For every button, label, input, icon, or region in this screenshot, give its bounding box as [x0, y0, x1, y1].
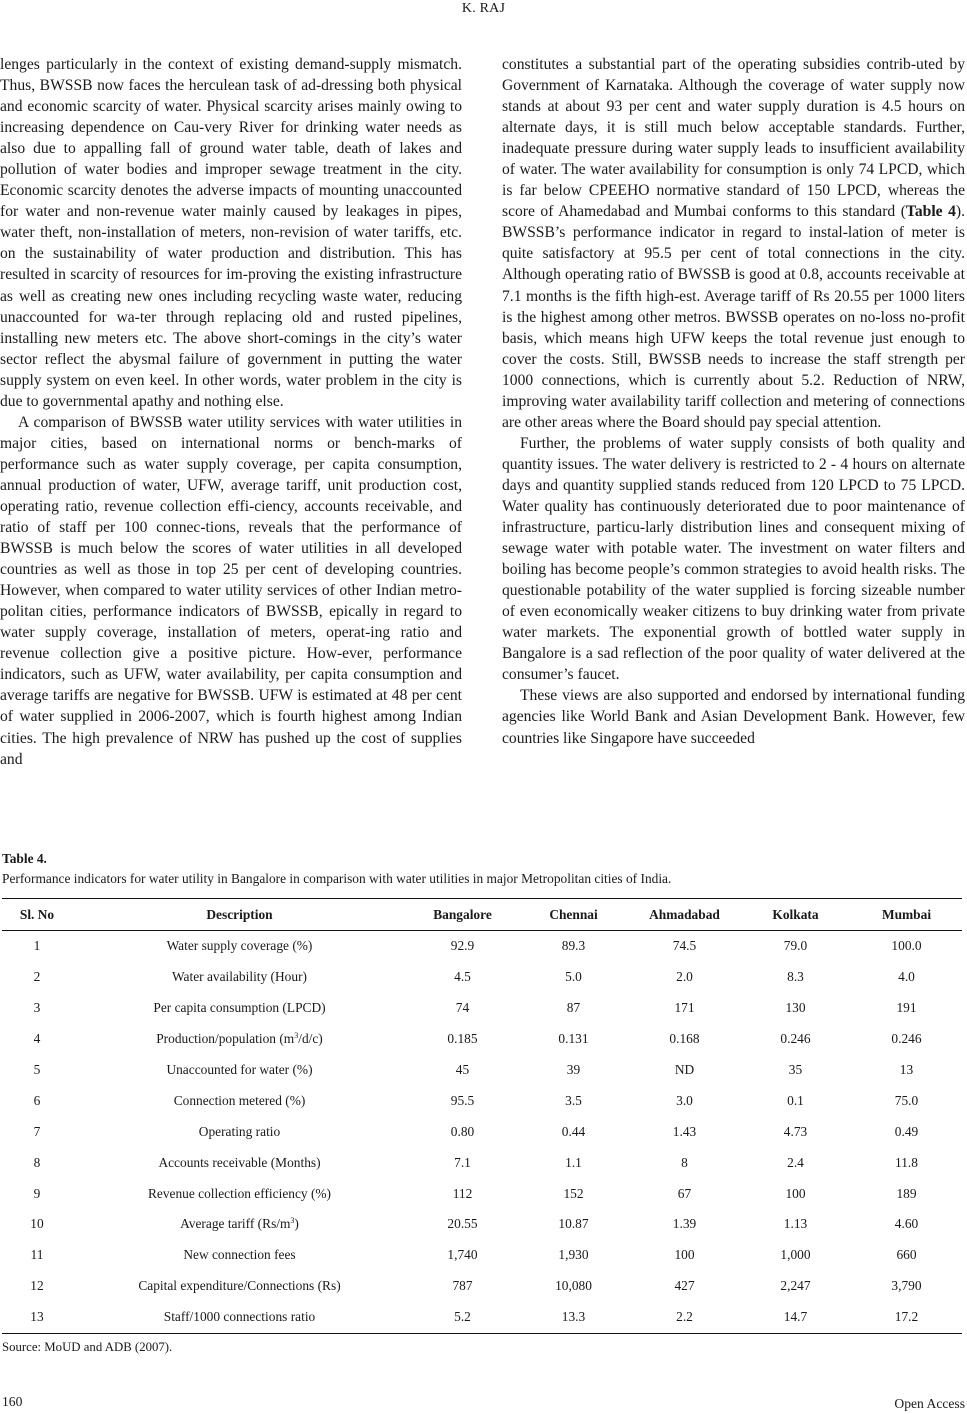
cell-ahmadabad: 2.0 [676, 969, 693, 985]
cell-chennai: 10.87 [558, 1216, 589, 1232]
cell-kolkata: 35 [788, 1062, 803, 1077]
cell-description [72, 1209, 407, 1240]
cell-kolkata: 2.4 [787, 1154, 804, 1170]
header-sl-no: Sl. No [19, 906, 55, 922]
cell-chennai: 39 [566, 1062, 581, 1077]
unit-superscript: 3 [294, 1031, 299, 1041]
body-paragraph: A comparison of BWSSB water utility services with water utilities in major cities, based on international norms or bench-marks of performance such as water supply coverage, per capita consumption, annual production of water, UFW, average tariff, unit production cost, operating ratio, revenue collection effi-ciency, accounts receivable, and ratio of staff per 100 connec-tions, reveals that the performance of BWSSB is much below the scores of water utilities in all developed countries as well as those in top 25 per cent of developing countries. However, when compared to water utility services of other Indian metro-politan cities, performance indicators of BWSSB, epically in regard to water supply coverage, installation of meters, operat-ing ratio and revenue collection give a positive picture. How-ever, performance indicators, such as UFW, water availability, per capita consumption and average tariffs are negative for BWSSB. UFW is estimated at 48 per cent of water supplied in 2006-2007, which is fourth highest among Indian cities. The high prevalence of NRW has pushed up the cost of supplies and [0, 413, 462, 768]
cell-chennai: 87 [566, 1000, 581, 1016]
cell-kolkata: 2,247 [780, 1278, 811, 1294]
cell-mumbai: 75.0 [894, 1092, 919, 1108]
cell-bangalore: 112 [452, 1185, 473, 1201]
cell-bangalore: 20.55 [447, 1216, 478, 1232]
description-text: Per capita consumption (LPCD) [153, 1000, 326, 1016]
description-text: Water availability (Hour) [171, 969, 307, 985]
cell-mumbai: 660 [896, 1247, 917, 1263]
cell-chennai: 0.44 [561, 1123, 586, 1139]
cell-bangalore: 74 [455, 1000, 470, 1016]
table-row [2, 1178, 962, 1209]
cell-sl-no: 3 [33, 1000, 41, 1016]
left-column [0, 54, 462, 770]
table-label: Table 4. [2, 851, 47, 866]
description-text: Capital expenditure/Connections (Rs) [138, 1278, 341, 1294]
cell-mumbai: 3,790 [891, 1278, 922, 1294]
cell-kolkata: 1.13 [783, 1216, 808, 1232]
cell-sl-no: 8 [33, 1154, 41, 1170]
table-row [2, 1209, 962, 1240]
table-row [2, 1302, 962, 1333]
cell-sl-no: 12 [30, 1278, 44, 1294]
cell-ahmadabad: 74.5 [672, 938, 697, 954]
cell-bangalore: 45 [455, 1062, 470, 1077]
cell-sl-no: 2 [33, 969, 41, 985]
cell-description [72, 931, 407, 962]
cell-description [72, 1116, 407, 1147]
description-text: Production/population (m [156, 1031, 295, 1047]
cell-description [72, 962, 407, 993]
running-head: K. RAJ [461, 1, 506, 16]
cell-chennai: 10,080 [555, 1278, 592, 1294]
cell-bangalore: 92.9 [450, 938, 475, 954]
cell-ahmadabad: 0.168 [669, 1031, 700, 1047]
description-text: Operating ratio [198, 1123, 281, 1139]
body-paragraph: These views are also supported and endorsed by international funding agencies like World Bank and Asian Development Bank. However, few countries like Singapore have succeeded [502, 687, 965, 747]
cell-mumbai: 4.60 [894, 1216, 919, 1232]
cell-ahmadabad: ND [674, 1062, 695, 1077]
cell-mumbai: 100.0 [891, 938, 922, 954]
right-column [502, 54, 965, 749]
table-row [2, 993, 962, 1024]
cell-kolkata: 14.7 [783, 1309, 808, 1325]
performance-indicators-table [2, 898, 962, 1334]
cell-bangalore: 7.1 [454, 1154, 471, 1170]
cell-bangalore: 0.80 [450, 1123, 475, 1139]
table-caption [2, 849, 962, 889]
cell-kolkata: 0.246 [780, 1031, 811, 1047]
description-text: New connection fees [183, 1247, 296, 1263]
cell-description [72, 1085, 407, 1116]
cell-chennai: 1.1 [565, 1154, 582, 1170]
open-access-label: Open Access [894, 1396, 965, 1411]
header-mumbai: Mumbai [881, 906, 932, 922]
cell-kolkata: 4.73 [783, 1123, 808, 1139]
header-bangalore: Bangalore [433, 906, 492, 922]
cell-chennai: 1,930 [558, 1247, 589, 1263]
cell-sl-no: 6 [33, 1092, 41, 1108]
cell-sl-no: 13 [30, 1309, 44, 1325]
cell-ahmadabad: 1.39 [672, 1216, 697, 1232]
body-paragraph: lenges particularly in the context of existing demand-supply mismatch. Thus, BWSSB now faces the herculean task of ad-dressing both physical and economic scarcity of water. Physical scarcity arises mainly owing to increasing dependence on Cau-very River for drinking water needs as also due to appalling fall of ground water table, death of lakes and pollution of water bodies and improper sewage treatment in the city. Economic scarcity denotes the adverse impacts of mounting unaccounted for water and non-revenue water mainly caused by leakages in pipes, water theft, non-installation of meters, non-revision of water tariffs, etc. on the sustainability of water production and distribution. This has resulted in scarcity of resources for im-proving the existing infrastructure as well as creating new ones including recycling waste water, reducing unaccounted for wa-ter through replacing old and rusted pipelines, installing new meters etc. The above short-comings in the city’s water sector reflect the abysmal failure of government in putting the water supply system on even keel. In other words, water problem in the city is due to governmental apathy and nothing else. [0, 56, 462, 410]
cell-description [72, 1178, 407, 1209]
cell-sl-no: 4 [33, 1031, 41, 1047]
cell-description [72, 1055, 407, 1086]
cell-kolkata: 1,000 [780, 1247, 811, 1263]
cell-ahmadabad: 1.43 [672, 1123, 697, 1139]
table-row [2, 1240, 962, 1271]
description-text: ) [294, 1216, 299, 1232]
cell-bangalore: 95.5 [450, 1092, 475, 1108]
paragraph-text: ). BWSSB’s performance indicator in regard to instal-lation of meter is quite satisfactory at 95.5 per cent of total connections in the city. Although operating ratio of BWSSB is good at 0.8, accounts receivable at 7.1 months is the fifth high-est. Average tariff of Rs 20.55 per 1000 liters is the highest among other metros. BWSSB operates on no-loss no-profit basis, which means high UFW keeps the total revenue just enough to cover the costs. Still, BWSSB needs to increase the staff strength per 1000 connections, which is currently about 5.2. Reduction of NRW, improving water availability tariff collection and metering of connections are other areas where the Board should pay special attention. [502, 203, 966, 431]
cell-ahmadabad: 100 [674, 1247, 695, 1263]
body-paragraph: Further, the problems of water supply consists of both quality and quantity issues. The water delivery is restricted to 2 - 4 hours on alternate days and quantity supplied stands reduced from 120 LPCD to 75 LPCD. Water quality has continuously deteriorated due to poor maintenance of infrastructure, particu-larly distribution lines and consequent mixing of sewage water with potable water. The investment on water filters and boiling has become people’s common strategies to avoid health risks. The questionable potability of the water supplied is forcing sizeable number of even economically weaker citizens to buy drinking water from private water markets. The exponential growth of bottled water supply in Bangalore is a sad reflection of the poor quality of water delivered at the consumer’s faucet. [502, 434, 965, 684]
cell-description [72, 1147, 407, 1178]
cell-chennai: 152 [563, 1185, 584, 1201]
table-row [2, 1271, 962, 1302]
table-row [2, 1085, 962, 1116]
cell-mumbai: 191 [896, 1000, 917, 1016]
header-description: Description [206, 906, 273, 922]
unit-superscript: 3 [290, 1216, 295, 1226]
table-caption-text: Performance indicators for water utility in Bangalore in comparison with water utilities in major Metropolitan cities of India. [2, 871, 672, 886]
cell-sl-no: 10 [30, 1216, 44, 1232]
table-header-row [2, 899, 962, 931]
cell-mumbai: 4.0 [898, 969, 915, 985]
cell-kolkata: 0.1 [787, 1092, 804, 1108]
cell-sl-no: 7 [33, 1123, 41, 1139]
cell-ahmadabad: 67 [677, 1185, 692, 1201]
cell-ahmadabad: 3.0 [676, 1092, 693, 1108]
table-row [2, 1116, 962, 1147]
table-row [2, 1024, 962, 1055]
cell-mumbai: 11.8 [895, 1154, 918, 1170]
cell-sl-no: 1 [33, 938, 41, 954]
cell-mumbai: 0.49 [894, 1123, 919, 1139]
cell-ahmadabad: 8 [681, 1154, 688, 1170]
description-text: Revenue collection efficiency (%) [147, 1185, 332, 1201]
table-body [2, 931, 962, 1334]
cell-sl-no: 5 [33, 1062, 41, 1077]
cell-chennai: 0.131 [558, 1031, 589, 1047]
cell-bangalore: 0.185 [447, 1031, 478, 1047]
cell-kolkata: 8.3 [787, 969, 804, 985]
cell-kolkata: 130 [785, 1000, 806, 1016]
cell-kolkata: 79.0 [783, 938, 808, 954]
table-row [2, 962, 962, 993]
cell-chennai: 3.5 [565, 1092, 582, 1108]
table-row [2, 931, 962, 962]
cell-chennai: 89.3 [561, 938, 586, 954]
table-row [2, 1147, 962, 1178]
cell-ahmadabad: 427 [674, 1278, 695, 1294]
description-text: Water supply coverage (%) [166, 938, 313, 954]
cell-mumbai: 13 [899, 1062, 914, 1077]
cell-chennai: 5.0 [565, 969, 582, 985]
description-text: Average tariff (Rs/m [180, 1216, 291, 1232]
header-chennai: Chennai [549, 906, 598, 922]
cell-bangalore: 787 [452, 1278, 473, 1294]
cell-bangalore: 1,740 [447, 1247, 478, 1263]
header-ahmadabad: Ahmadabad [649, 906, 720, 922]
table-source-note: Source: MoUD and ADB (2007). [2, 1340, 173, 1354]
description-text: Unaccounted for water (%) [166, 1062, 313, 1077]
table-reference-link[interactable]: Table 4 [905, 203, 956, 221]
body-paragraph [502, 54, 965, 433]
cell-ahmadabad: 2.2 [676, 1309, 693, 1325]
cell-description [72, 1271, 407, 1302]
cell-kolkata: 100 [785, 1185, 806, 1201]
cell-bangalore: 4.5 [454, 969, 471, 985]
cell-sl-no: 11 [30, 1247, 44, 1263]
cell-mumbai: 17.2 [894, 1309, 919, 1325]
description-text: Connection metered (%) [173, 1092, 306, 1108]
cell-chennai: 13.3 [561, 1309, 586, 1325]
page-number: 160 [2, 1394, 23, 1409]
cell-description [72, 1240, 407, 1271]
cell-mumbai: 0.246 [891, 1031, 922, 1047]
cell-mumbai: 189 [896, 1185, 917, 1201]
description-text: Staff/1000 connections ratio [163, 1309, 316, 1325]
paragraph-text: constitutes a substantial part of the operating subsidies contrib-uted by Government of Karnataka. Although the coverage of water supply now stands at about 93 per cent and water supply duration is 4.5 hours on alternate days, it is still much below acceptable standards. Further, inadequate pressure during water supply leads to insufficient availability of water. The water availability for consumption is only 74 LPCD, which is far below CPEEHO normative standard of 150 LPCD, whereas the score of Ahamedabad and Mumbai conforms to this standard ( [502, 56, 965, 221]
cell-description [72, 1302, 407, 1333]
table-row [2, 1055, 962, 1086]
description-text: Accounts receivable (Months) [158, 1154, 321, 1170]
description-text: /d/c) [298, 1031, 323, 1047]
header-kolkata: Kolkata [772, 906, 819, 922]
cell-description [72, 1024, 407, 1055]
cell-bangalore: 5.2 [454, 1309, 471, 1325]
cell-ahmadabad: 171 [674, 1000, 695, 1016]
cell-description [72, 993, 407, 1024]
cell-sl-no: 9 [33, 1185, 41, 1201]
